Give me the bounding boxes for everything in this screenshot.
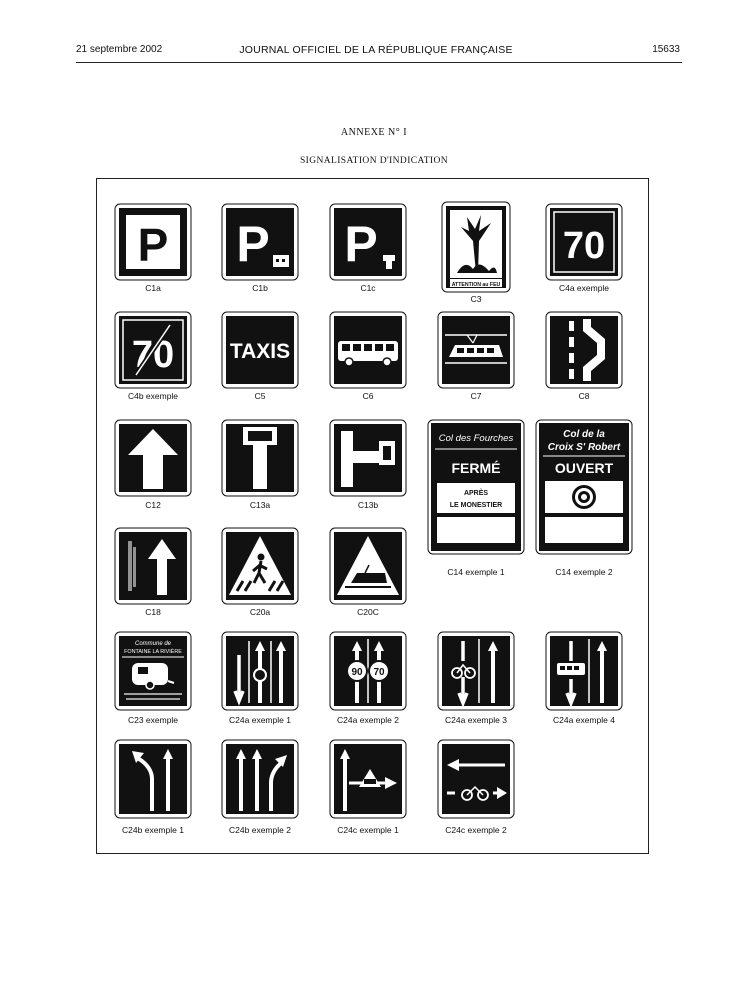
label-c20a: C20a: [249, 607, 271, 617]
header-title: JOURNAL OFFICIEL DE LA RÉPUBLIQUE FRANÇAISE: [239, 44, 513, 56]
sign-c20a: [221, 527, 299, 605]
sign-c20c: [329, 527, 407, 605]
sign-c5: [221, 311, 299, 389]
sign-c18: [114, 527, 192, 605]
c14-2-line1: Col de la: [563, 429, 605, 440]
c24a2-limit-2: 70: [373, 667, 385, 678]
label-c7: C7: [470, 391, 482, 401]
c14-1-line3: APRÈS: [463, 490, 489, 497]
sign-c4b: [114, 311, 192, 389]
label-c13b: C13b: [357, 500, 379, 510]
label-c18: C18: [145, 607, 161, 617]
sign-c23: [114, 631, 192, 711]
sign-c24c-example-2: [437, 739, 515, 819]
signs-frame: [96, 178, 649, 854]
label-c3: C3: [470, 294, 482, 304]
sign-c1a: [114, 203, 192, 281]
sign-c3: [441, 201, 511, 293]
label-c4b: C4b exemple: [127, 391, 179, 401]
label-c1a: C1a: [145, 283, 161, 293]
sign-c14-example-2: [535, 419, 633, 555]
page-header: [76, 40, 680, 58]
header-rule: [76, 62, 682, 63]
label-c24a-example-2: C24a exemple 2: [337, 715, 399, 725]
c24a2-limit-1: 90: [351, 667, 363, 678]
label-c1b: C1b: [252, 283, 268, 293]
sign-c1a-letter: P: [137, 219, 169, 271]
sign-c8: [545, 311, 623, 389]
label-c24b-example-2: C24b exemple 2: [229, 825, 291, 835]
sign-c1c-letter: P: [344, 216, 378, 272]
label-c4a: C4a exemple: [558, 283, 610, 293]
sign-c24a-example-1: [221, 631, 299, 711]
sign-c6: [329, 311, 407, 389]
sign-c13a: [221, 419, 299, 497]
label-c24a-example-3: C24a exemple 3: [445, 715, 507, 725]
sign-c1b: [221, 203, 299, 281]
c14-2-line3: OUVERT: [554, 460, 614, 476]
sign-c4b-number: 70: [131, 334, 175, 376]
sign-c24b-example-2: [221, 739, 299, 819]
label-c23: C23 exemple: [127, 715, 179, 725]
c14-1-line1: Col des Fourches: [438, 433, 514, 444]
sign-c13b: [329, 419, 407, 497]
c23-line1: Commune de: [134, 641, 172, 647]
sign-c14-example-1: [427, 419, 525, 555]
label-c14-example-1: C14 exemple 1: [447, 567, 505, 577]
sign-c7: [437, 311, 515, 389]
label-c12: C12: [145, 500, 161, 510]
label-c24c-example-2: C24c exemple 2: [445, 825, 507, 835]
sign-c24b-example-1: [114, 739, 192, 819]
sign-c24a-example-2: [329, 631, 407, 711]
annex-title: ANNEXE N° I: [340, 127, 408, 138]
c23-line2: FONTAINE LA RIVIÈRE: [124, 649, 182, 655]
label-c24c-example-1: C24c exemple 1: [337, 825, 399, 835]
sign-c4a: [545, 203, 623, 281]
label-c24a-example-4: C24a exemple 4: [553, 715, 615, 725]
label-c14-example-2: C14 exemple 2: [555, 567, 613, 577]
label-c20c: C20C: [357, 607, 379, 617]
section-title: SIGNALISATION D'INDICATION: [299, 156, 448, 166]
label-c13a: C13a: [249, 500, 271, 510]
label-c8: C8: [578, 391, 590, 401]
sign-c24c-example-1: [329, 739, 407, 819]
label-c1c: C1c: [360, 283, 376, 293]
label-c5: C5: [254, 391, 266, 401]
c14-1-line4: LE MONESTIER: [449, 502, 503, 509]
header-date: 21 septembre 2002: [76, 44, 163, 55]
sign-c24a-example-4: [545, 631, 623, 711]
c14-2-line2: Croix S' Robert: [547, 442, 621, 453]
sign-c3-text: ATTENTION au FEU: [451, 282, 501, 288]
label-c24b-example-1: C24b exemple 1: [122, 825, 184, 835]
sign-c1c: [329, 203, 407, 281]
sign-c12: [114, 419, 192, 497]
c14-1-line2: FERMÉ: [451, 460, 501, 476]
sign-c5-text: TAXIS: [229, 340, 291, 363]
label-c24a-example-1: C24a exemple 1: [229, 715, 291, 725]
header-page-number: 15633: [652, 44, 680, 55]
sign-c4a-number: 70: [562, 225, 606, 267]
sign-c1b-letter: P: [236, 216, 270, 272]
label-c6: C6: [362, 391, 374, 401]
sign-c24a-example-3: [437, 631, 515, 711]
